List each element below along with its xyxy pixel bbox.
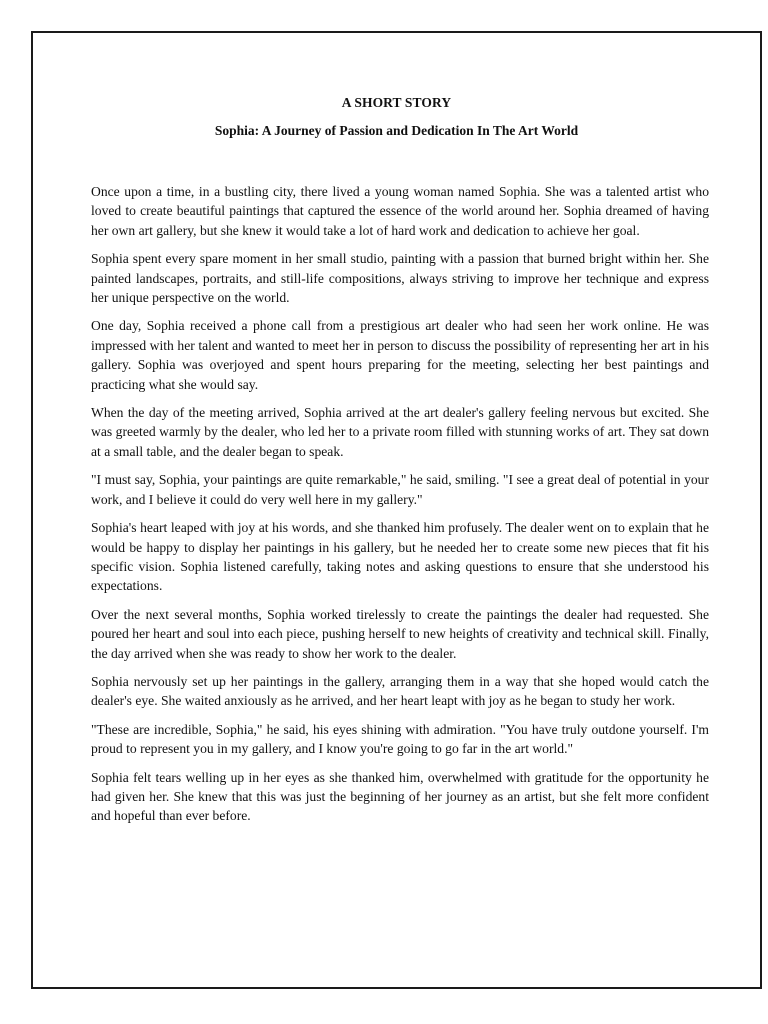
story-paragraph: Sophia nervously set up her paintings in the gallery, arranging them in a way that she hoped would catch the dealer's eye. She waited anxiously as he arrived, and her heart leapt with joy as he began to study her work. <box>91 673 709 709</box>
story-paragraph: Over the next several months, Sophia worked tirelessly to create the paintings the dealer had requested. She poured her heart and soul into each piece, pushing herself to new heights of creativity and technical skill. Finally, the day arrived when she was ready to show her work to the dealer. <box>91 606 709 661</box>
document-subtitle: Sophia: A Journey of Passion and Dedication In The Art World <box>214 123 579 138</box>
document-page <box>31 31 762 989</box>
story-paragraph: "I must say, Sophia, your paintings are quite remarkable," he said, smiling. "I see a great deal of potential in your work, and I believe it could do very well here in my gallery." <box>91 472 709 507</box>
story-paragraph: When the day of the meeting arrived, Sophia arrived at the art dealer's gallery feeling nervous but excited. She was greeted warmly by the dealer, who led her to a private room filled with stunning works of art. They sat down at a small table, and the dealer began to speak. <box>91 405 709 459</box>
story-paragraph: Once upon a time, in a bustling city, there lived a young woman named Sophia. She was a talented artist who loved to create beautiful paintings that captured the essence of the world around her. Sophia dreamed of having her own art gallery, but she knew it would take a lot of hard work and dedication to achieve her goal. <box>91 184 709 238</box>
story-paragraph: Sophia spent every spare moment in her small studio, painting with a passion that burned bright within her. She painted landscapes, portraits, and still-life compositions, always striving to improve her technique and express her unique perspective on the world. <box>91 251 709 306</box>
story-paragraph: Sophia's heart leaped with joy at his words, and she thanked him profusely. The dealer went on to explain that he would be happy to display her paintings in his gallery, but he needed her to create some new pieces that fit his specific vision. Sophia listened carefully, taking notes and asking questions to ensure that she understood his expectations. <box>91 520 709 594</box>
story-paragraph: Sophia felt tears welling up in her eyes as she thanked him, overwhelmed with gratitude for the opportunity he had given her. She knew that this was just the beginning of her journey as an artist, but she felt more confident and hopeful than ever before. <box>91 769 709 824</box>
story-paragraph: "These are incredible, Sophia," he said, his eyes shining with admiration. "You have truly outdone yourself. I'm proud to represent you in my gallery, and I know you're going to go far in the art world." <box>91 721 709 757</box>
story-body <box>91 182 709 835</box>
story-paragraph: One day, Sophia received a phone call from a prestigious art dealer who had seen her work online. He was impressed with her talent and wanted to meet her in person to discuss the possibility of representing her art in his gallery. Sophia was overjoyed and spent hours preparing for the meeting, selecting her best paintings and practicing what she would say. <box>91 318 709 392</box>
document-title: A SHORT STORY <box>341 95 452 110</box>
